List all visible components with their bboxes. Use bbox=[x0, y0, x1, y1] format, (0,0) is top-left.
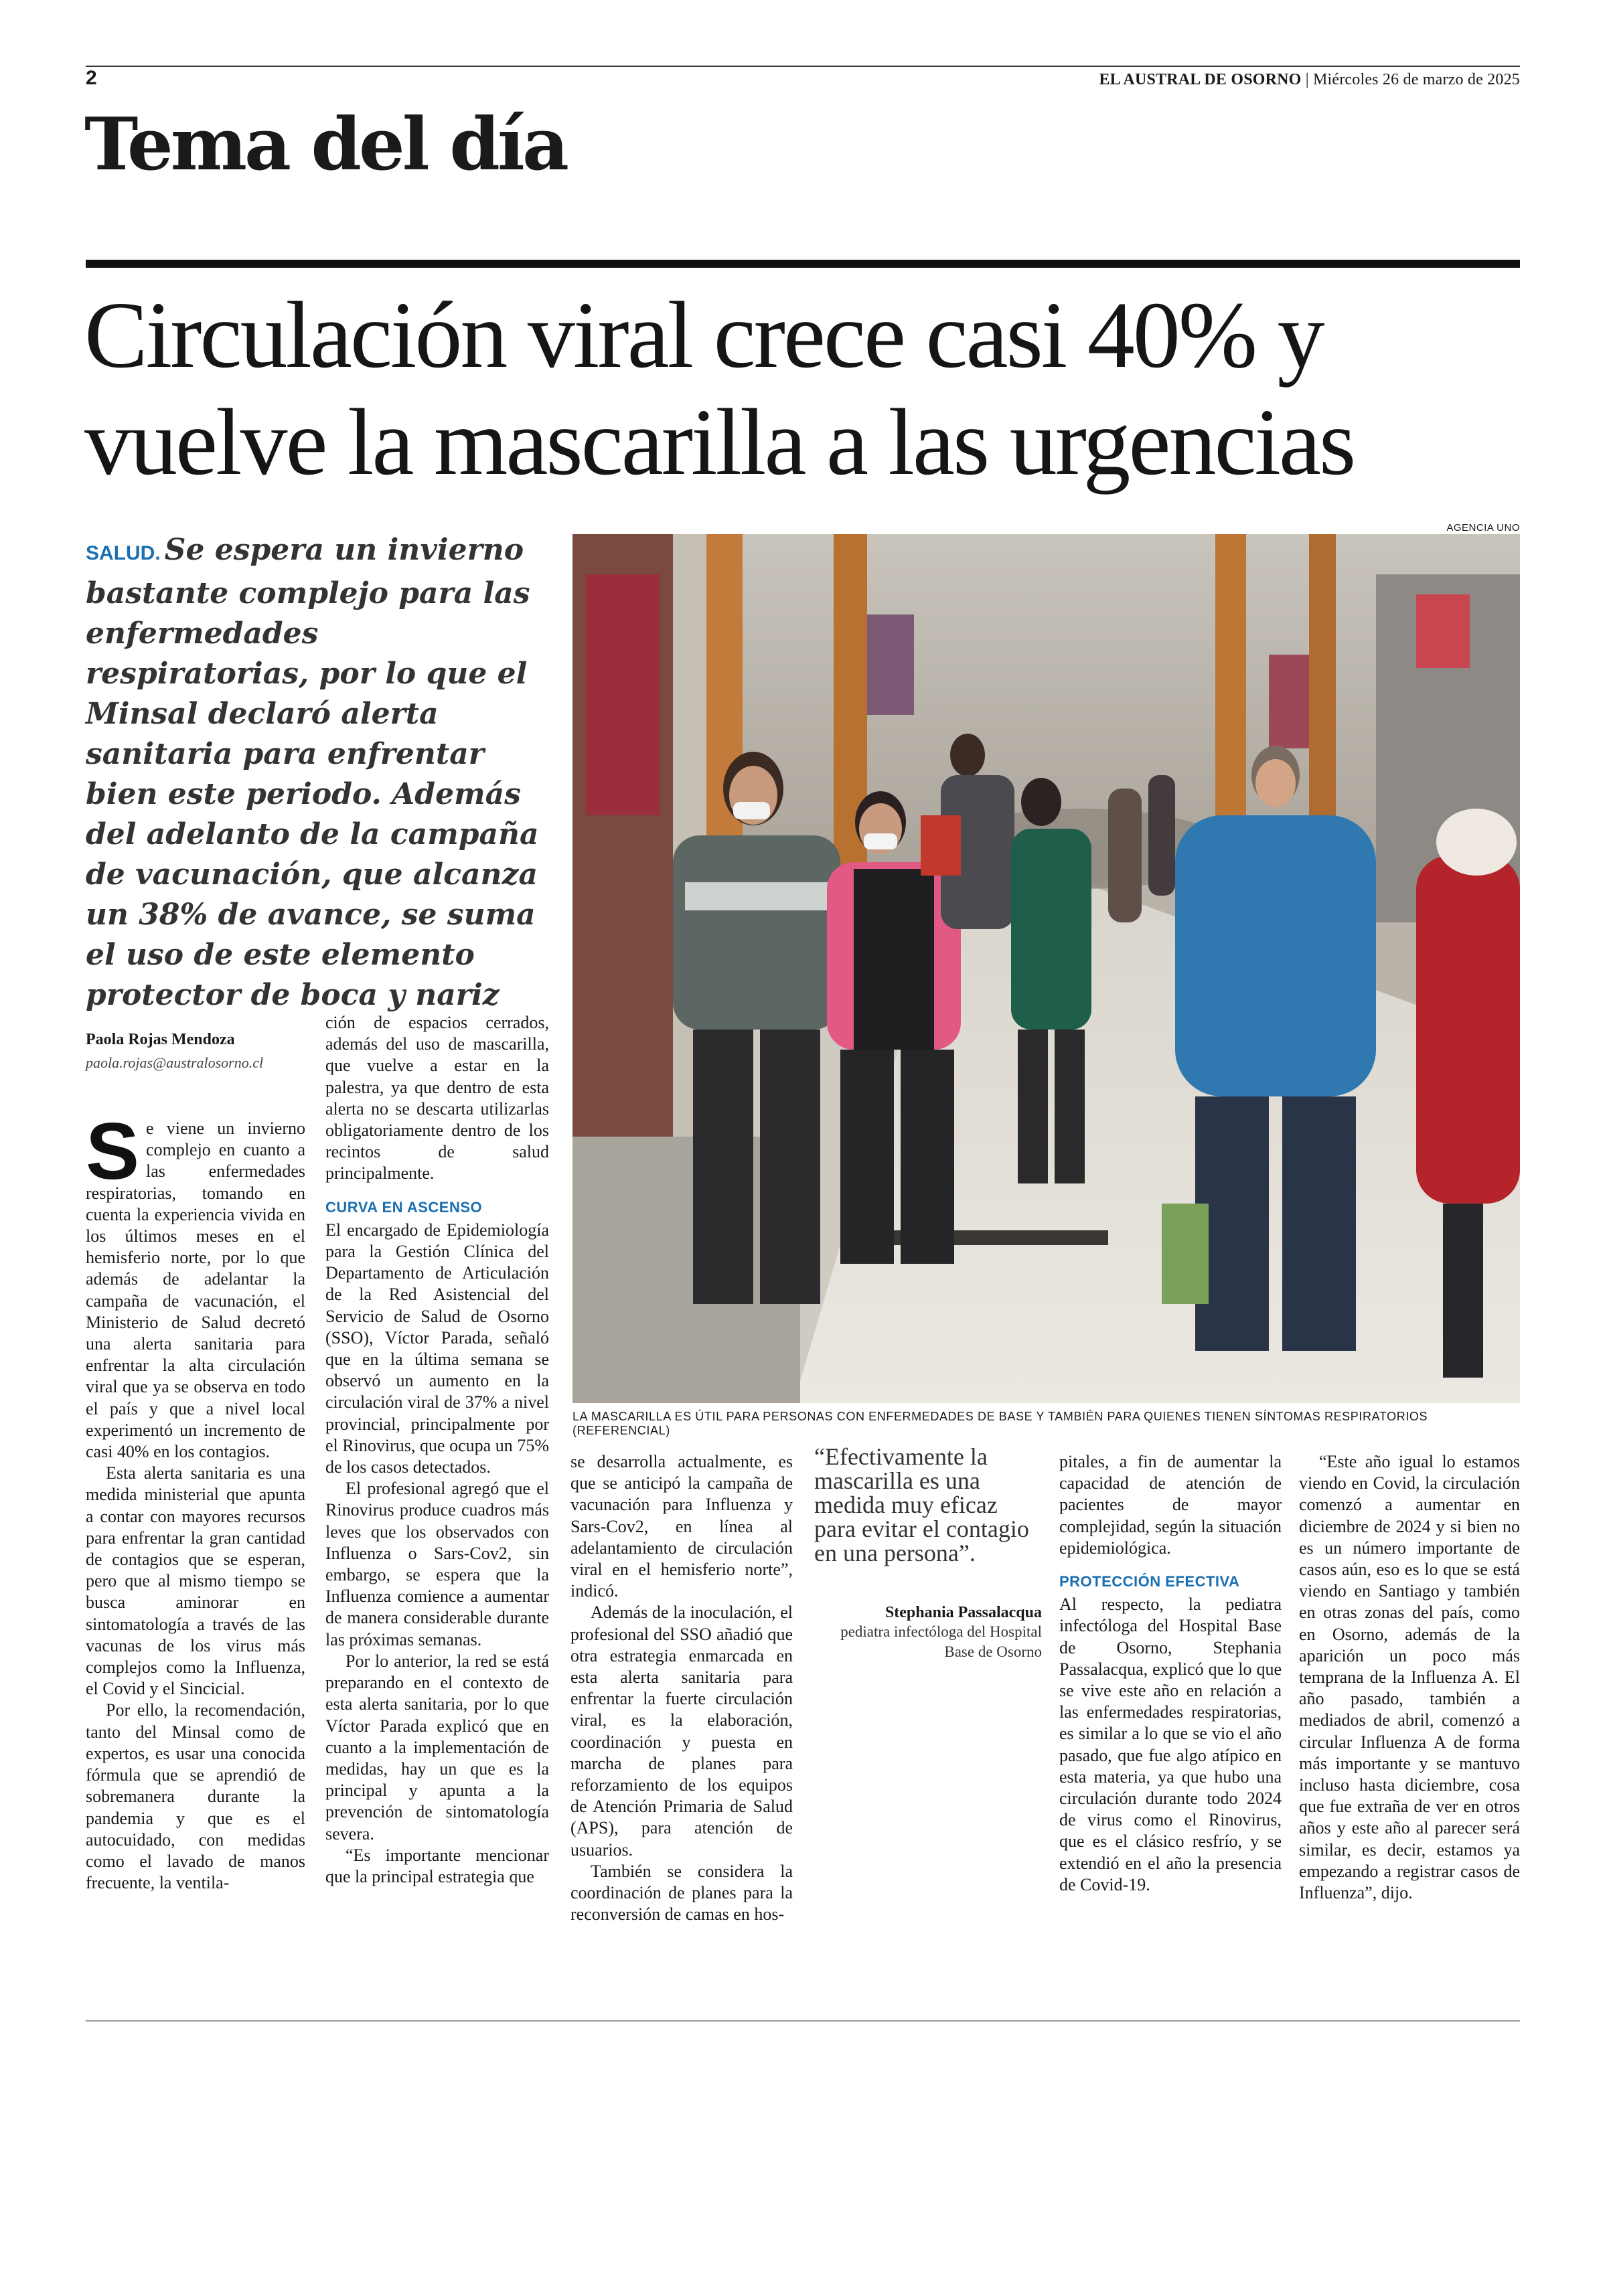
lead-paragraph bbox=[86, 530, 548, 1015]
subheading: CURVA EN ASCENSO bbox=[325, 1198, 483, 1216]
header-top-rule bbox=[86, 66, 1520, 67]
photo-credit: AGENCIA UNO bbox=[1446, 522, 1520, 534]
paragraph: El profesional agregó que el Rinovirus produce cuadros más leves que los observados con Influenza o Sars-Cov2, sin embargo, se espera que la Influenza comience a aumentar de manera considerable durante las próximas semanas. bbox=[325, 1479, 549, 1649]
issue-date: Miércoles 26 de marzo de 2025 bbox=[1312, 71, 1520, 88]
paragraph: “Este año igual lo estamos viendo en Covid, la circulación comenzó a aumentar en diciembre de 2024 y si bien no es un número importante de casos aún, eso es lo que se está viendo en Santiago y también en otras zonas del país, como en Osorno, además de la aparición un poco más temprana de la Influenza A. El año pasado, también a mediados de abril, comenzó a circular Influenza A de forma más importante y se mantuvo incluso hasta diciembre, cosa que fue extraña de ver en otros años y este año al parecer será similar, es decir, estamos ya empezando a registrar casos de Influenza”, dijo. bbox=[1299, 1452, 1520, 1903]
paragraph: pitales, a fin de aumentar la capacidad de atención de pacientes de mayor complejidad, según la situación epidemiológica. bbox=[1059, 1452, 1282, 1558]
paragraph: El encargado de Epidemiología para la Gestión Clínica del Departamento de Articulación de la Red Asistencial del Servicio de Salud de Osorno (SSO), Víctor Parada, señaló que en la última semana se observó un aumento en la circulación viral de 37% a nivel provincial, principalmente por el Rinovirus, que ocupa un 75% de los casos detectados. bbox=[325, 1220, 549, 1477]
lead-text: Se espera un invierno bastante complejo para las enfermedades respiratorias, por lo que el Minsal declaró alerta sanitaria para enfrentar bien este periodo. Además del adelanto de la campaña de vacunación, que alcanza un 38% de avance, se suma el uso de este elemento protector de boca y nariz bbox=[86, 533, 539, 1012]
byline bbox=[86, 1031, 287, 1072]
pull-quote-author: Stephania Passalacqua bbox=[885, 1604, 1042, 1621]
paragraph: Esta alerta sanitaria es una medida ministerial que apunta a contar con mayores recursos para enfrentar la gran cantidad de contagios que se esperan, pero que al mismo tiempo se busca aminorar en sintomatología a través de las vacunas de los virus más complejos como la Influenza, el Covid y el Sincicial. bbox=[86, 1463, 305, 1699]
author-email[interactable]: paola.rojas@australosorno.cl bbox=[86, 1054, 264, 1071]
subheading: PROTECCIÓN EFECTIVA bbox=[1059, 1573, 1240, 1590]
headline-line-2: vuelve la mascarilla a las urgencias bbox=[84, 389, 1355, 495]
pull-quote bbox=[814, 1445, 1042, 1662]
section-title: Tema del día bbox=[84, 102, 566, 187]
article-photo bbox=[572, 534, 1520, 1403]
running-head bbox=[1099, 71, 1520, 89]
paragraph: se desarrolla actualmente, es que se anticipó la campaña de vacunación para Influenza y Sars-Cov2, en línea al adelantamiento de circulación viral en el hemisferio norte”, indicó. bbox=[570, 1452, 793, 1601]
publication-name: EL AUSTRAL DE OSORNO bbox=[1099, 71, 1302, 88]
body-column-2 bbox=[325, 1012, 549, 1888]
paragraph: Además de la inoculación, el profesional del SSO añadió que otra estrategia enmarcada en esta alerta sanitaria para enfrentar la fuerte circulación viral, es la elaboración, coordinación y puesta en marcha de planes para reforzamiento de los equipos de Atención Primaria de Salud (APS), para atención de usuarios. bbox=[570, 1603, 793, 1860]
section-rule bbox=[86, 260, 1520, 268]
body-column-1 bbox=[86, 1106, 305, 1894]
body-column-3 bbox=[570, 1451, 793, 1925]
page-number: 2 bbox=[86, 67, 97, 89]
paragraph: “Es importante mencionar que la principal estrategia que bbox=[325, 1845, 549, 1886]
paragraph: Por ello, la recomendación, tanto del Minsal como de expertos, es usar una conocida fórmula que se aprendió de sobremanera durante la pandemia y que es el autocuidado, con medidas como el lavado de manos frecuente, la ventila- bbox=[86, 1700, 305, 1893]
bottom-rule bbox=[86, 2020, 1520, 2022]
pull-quote-text: “Efectivamente la mascarilla es una medida muy eficaz para evitar el contagio en una persona”. bbox=[814, 1443, 1029, 1566]
pull-quote-role: pediatra infectóloga del Hospital Base de Osorno bbox=[840, 1623, 1042, 1660]
header-separator: | bbox=[1301, 71, 1313, 88]
paragraph: e viene un invierno complejo en cuanto a las enfermedades respiratorias, tomando en cuenta la experiencia vivida en los últimos meses en el hemisferio norte, por lo que además de adelantar la campaña de vacunación, el Ministerio de Salud decretó una alerta sanitaria para enfrentar la alta circulación viral que ya se observa en todo el país y que a nivel local experimentó un incremento de casi 40% en los contagios. bbox=[86, 1119, 305, 1462]
author-name: Paola Rojas Mendoza bbox=[86, 1031, 235, 1048]
mall-crowd-illustration bbox=[572, 534, 1520, 1403]
headline bbox=[84, 281, 1531, 495]
paragraph: Por lo anterior, la red se está preparando en el contexto de esta alerta sanitaria, por lo que Víctor Parada explicó que en cuanto a la implementación de medidas, hay un que es la principal y apunta a la prevención de sintomatología severa. bbox=[325, 1651, 549, 1843]
paragraph: También se considera la coordinación de planes para la reconversión de camas en hos- bbox=[570, 1861, 793, 1924]
body-column-5 bbox=[1299, 1451, 1520, 1904]
paragraph: ción de espacios cerrados, además del uso de mascarilla, que vuelve a estar en la palestra, ya que dentro de esta alerta no se descarta utilizarlas obligatoriamente dentro de los recintos de salud principalmente. bbox=[325, 1013, 549, 1183]
photo-caption: LA MASCARILLA ES ÚTIL PARA PERSONAS CON ENFERMEDADES DE BASE Y TAMBIÉN PARA QUIENES TIENEN SÍNTOMAS RESPIRATORIOS (REFERENCIAL) bbox=[572, 1410, 1428, 1437]
body-column-4 bbox=[1059, 1451, 1282, 1896]
drop-cap: S bbox=[86, 1106, 140, 1196]
paragraph: Al respecto, la pediatra infectóloga del Hospital Base de Osorno, Stephania Passalacqua, explicó que lo que se vive este año en relación a las enfermedades respiratorias, es similar a lo que se vio el año pasado, que fue algo atípico en esta materia, ya que hubo una circulación durante todo 2024 de virus como el Rinovirus, que es el clásico resfrío, y se extendió en el año la presencia de Covid-19. bbox=[1059, 1594, 1282, 1894]
headline-line-1: Circulación viral crece casi 40% y bbox=[84, 282, 1323, 388]
kicker: SALUD. bbox=[86, 542, 161, 564]
